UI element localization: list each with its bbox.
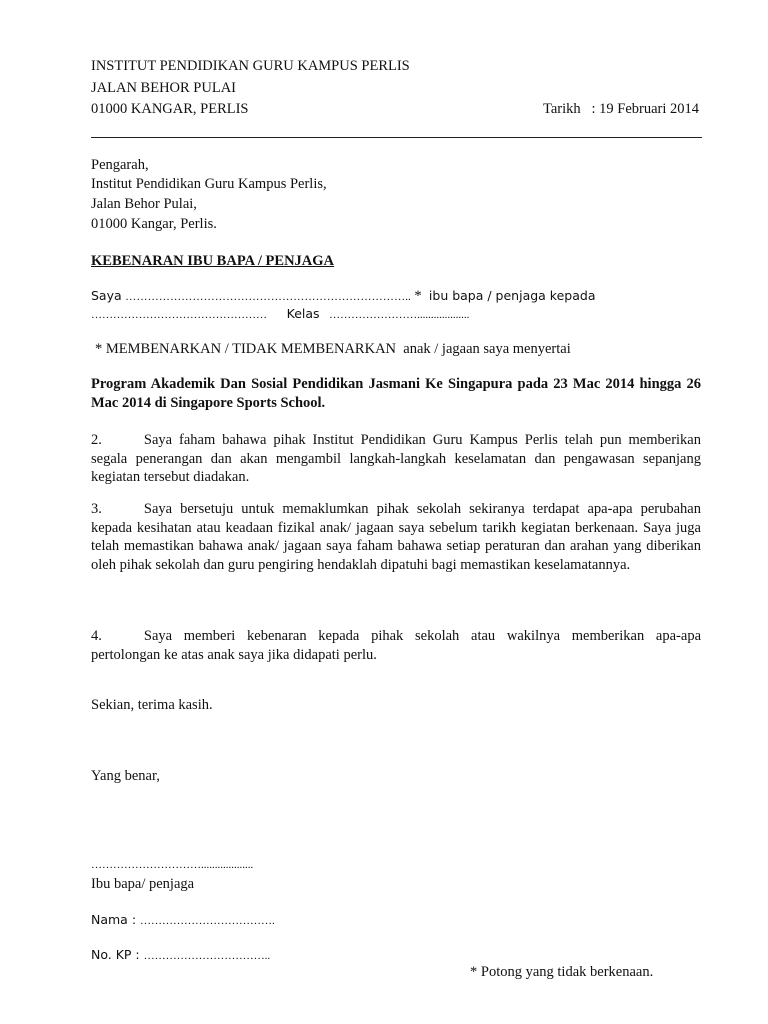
- signature-blank: …………………………: [91, 859, 201, 871]
- footnote: * Potong yang tidak berkenaan.: [470, 964, 654, 980]
- form-line-name: [91, 288, 595, 305]
- institute-city: 01000 KANGAR, PERLIS: [91, 101, 249, 117]
- paragraph-3-number: 3.: [91, 501, 102, 517]
- form-line-class: [91, 306, 469, 323]
- kp-blank: ……………………………..: [143, 950, 271, 962]
- recipient-title: Pengarah,: [91, 157, 149, 173]
- kelas-label: Kelas: [286, 306, 320, 321]
- paragraph-3: [91, 500, 701, 574]
- saya-blank: …………………………………………………………………: [125, 291, 406, 303]
- letter-date: Tarikh : 19 Februari 2014: [543, 101, 700, 117]
- paragraph-4-text: Saya memberi kebenaran kepada pihak sekolah atau wakilnya memberikan apa-apa pertolongan ke atas anak saya jika didapati perlu.: [91, 628, 701, 663]
- parent-text: ibu bapa / penjaga kepada: [428, 288, 596, 303]
- paragraph-4-number: 4.: [91, 628, 102, 644]
- nama-label: Nama :: [91, 912, 141, 927]
- institute-name: INSTITUT PENDIDIKAN GURU KAMPUS PERLIS: [91, 58, 410, 74]
- signature-role: Ibu bapa/ penjaga: [91, 876, 195, 892]
- nama-line: [91, 912, 275, 929]
- child-name-blank: …………………………………………: [91, 309, 267, 321]
- signature-line: [91, 856, 253, 873]
- recipient-city: 01000 Kangar, Perlis.: [91, 216, 217, 232]
- paragraph-4: [91, 627, 701, 664]
- kelas-blank-end: ...................: [417, 309, 470, 321]
- saya-label: Saya: [91, 288, 122, 303]
- program-description: Program Akademik Dan Sosial Pendidikan Jasmani Ke Singapura pada 23 Mac 2014 hingga 26 Mac 2014 di Singapore Sports School.: [91, 376, 701, 411]
- kelas-blank: ……………………: [329, 309, 418, 321]
- paragraph-2-text: Saya faham bahawa pihak Institut Pendidikan Guru Kampus Perlis telah pun memberikan segala penerangan dan akan mengambil langkah-langkah keselamatan dan pengawasan sepanjang kegiatan tersebut diadakan.: [91, 432, 701, 485]
- institute-street: JALAN BEHOR PULAI: [91, 80, 236, 96]
- paragraph-2: [91, 431, 701, 487]
- letter-heading: KEBENARAN IBU BAPA / PENJAGA: [91, 253, 335, 269]
- signature-blank-end: ...................: [201, 859, 254, 871]
- saya-blank-end: ..: [405, 291, 411, 303]
- closing-thanks: Sekian, terima kasih.: [91, 697, 213, 713]
- option-marker: *: [410, 288, 426, 304]
- paragraph-3-text: Saya bersetuju untuk memaklumkan pihak sekolah sekiranya terdapat apa-apa perubahan kepada kesihatan atau keadaan fizikal anak/ jagaan saya sebelum tarikh kegiatan berkenaan. Saya juga telah memastikan bahawa anak/ jagaan saya faham bahawa setiap peraturan dan arahan yang diberikan oleh pihak sekolah dan guru pengiring hendaklah dipatuhi bagi memastikan keselamatannya.: [91, 501, 701, 573]
- header-divider: [91, 137, 702, 138]
- recipient-street: Jalan Behor Pulai,: [91, 196, 197, 212]
- kp-line: [91, 947, 270, 964]
- closing-sincerely: Yang benar,: [91, 768, 160, 784]
- recipient-institute: Institut Pendidikan Guru Kampus Perlis,: [91, 176, 327, 192]
- kp-label: No. KP :: [91, 947, 144, 962]
- consent-line: * MEMBENARKAN / TIDAK MEMBENARKAN anak / jagaan saya menyertai: [95, 341, 571, 357]
- nama-blank: ……………………………….: [140, 915, 275, 927]
- paragraph-2-number: 2.: [91, 432, 102, 448]
